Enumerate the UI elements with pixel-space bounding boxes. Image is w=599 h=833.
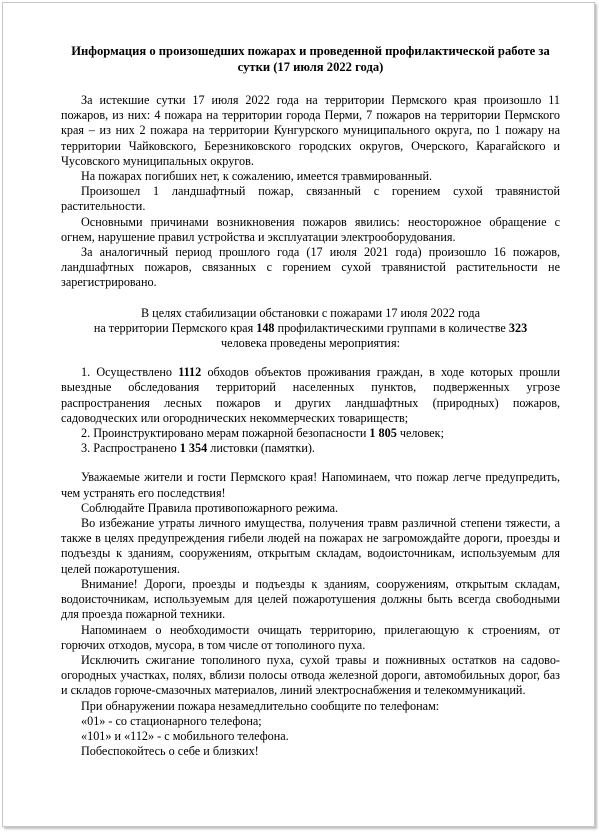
summary-paragraph: За истекшие сутки 17 июля 2022 года на территории Пермского края произошло 11 пожаров, из них: 4 пожара на территории города Перми, 7 пожаров на территории Пермского края – из них 2 пожара на территории Кунгурского муниципального округа, по 1 пожару на территории Чайковского, Березниковского городских округов, Очерского, Карагайского и Чусовского муниципальных округов. bbox=[61, 93, 560, 168]
measure-text: 3. Распространено bbox=[81, 441, 180, 456]
measure-item bbox=[61, 426, 560, 441]
prevention-heading bbox=[61, 306, 560, 352]
public-appeal bbox=[61, 470, 560, 759]
summary-paragraph: За аналогичный период прошлого года (17 июля 2021 года) произошло 16 пожаров, ландшафтных пожаров, связанных с горением сухой травянистой растительности не зарегистрировано. bbox=[61, 245, 560, 290]
visits-count: 1112 bbox=[178, 365, 202, 380]
incident-summary bbox=[61, 93, 560, 291]
summary-paragraph: Основными причинами возникновения пожаров явились: неосторожное обращение с огнем, нарушение правил устройства и эксплуатации электрооборудования. bbox=[61, 214, 560, 244]
measure-item bbox=[61, 441, 560, 456]
prevention-text: профилактическими группами в количестве bbox=[274, 320, 509, 335]
measure-text: 2. Проинструктировано мерам пожарной безопасности bbox=[81, 426, 370, 441]
appeal-paragraph: Исключить сжигание тополиного пуха, сухой травы и пожнивных остатков на садово-огородных участках, полях, вблизи полосы отвода железной дороги, автомобильных дорог, баз и складов горюче-смазочных материалов, линий электроснабжения и телекоммуникаций. bbox=[61, 652, 560, 698]
appeal-paragraph: Напоминаем о необходимости очищать территорию, прилегающую к строениям, от горючих отходов, мусора, в том числе от тополиного пуха. bbox=[61, 622, 560, 652]
closing-line: Побеспокойтесь о себе и близких! bbox=[81, 744, 259, 759]
spacer bbox=[61, 456, 560, 470]
spacer bbox=[61, 351, 560, 365]
appeal-paragraph: Соблюдайте Правила противопожарного режима. bbox=[81, 500, 339, 515]
leaflets-count: 1 354 bbox=[179, 441, 208, 456]
prevention-text: на территории Пермского края bbox=[93, 320, 257, 335]
summary-paragraph: На пожарах погибших нет, к сожалению, имеется травмированный. bbox=[81, 169, 433, 184]
spacer bbox=[61, 291, 560, 306]
measure-text: листовки (памятки). bbox=[207, 441, 315, 456]
measure-item bbox=[61, 365, 560, 426]
document-page bbox=[2, 2, 595, 827]
prevention-line bbox=[61, 321, 560, 336]
appeal-paragraph: Уважаемые жители и гости Пермского края! Напоминаем, что пожар легче предупредить, чем устранять его последствия! bbox=[61, 470, 560, 500]
prevention-line: человека проведены мероприятия: bbox=[221, 336, 400, 351]
groups-count: 148 bbox=[256, 320, 275, 335]
appeal-paragraph: При обнаружении пожара незамедлительно сообщите по телефонам: bbox=[81, 698, 440, 713]
measure-text: человек; bbox=[396, 426, 444, 441]
phone-line: «01» - со стационарного телефона; bbox=[81, 713, 262, 728]
people-count: 323 bbox=[508, 320, 528, 335]
measure-text: обходов объектов проживания граждан, в ходе которых прошли выездные обследования территорий населенных пунктов, подверженных угрозе распространения лесных пожаров и других ландшафтных (природных) пожаров, садоводческих или огороднических некоммерческих товариществ; bbox=[61, 365, 560, 425]
measures-list bbox=[61, 365, 560, 456]
summary-paragraph: Произошел 1 ландшафтный пожар, связанный с горением сухой травянистой растительности. bbox=[61, 184, 560, 214]
measure-text: 1. Осуществлено bbox=[81, 365, 179, 380]
phone-line: «101» и «112» - с мобильного телефона. bbox=[81, 728, 289, 743]
appeal-paragraph: Во избежание утраты личного имущества, получения травм различной степени тяжести, а также в целях предупреждения гибели людей на пожарах не загромождайте дороги, проезды и подъезды к зданиям, сооружениям, открытым складам, водоисточникам, используемым для целей пожаротушения. bbox=[61, 516, 560, 576]
appeal-paragraph: Внимание! Дороги, проезды и подъезды к зданиям, сооружениям, открытым складам, водоисточникам, используемым для целей пожаротушения должны быть всегда свободными для проезда пожарной техники. bbox=[61, 576, 560, 622]
document-body bbox=[61, 43, 560, 759]
instructed-count: 1 805 bbox=[369, 426, 397, 441]
document-title: Информация о произошедших пожарах и проведенной профилактической работе за сутки (17 июля 2022 года) bbox=[71, 44, 550, 74]
prevention-line: В целях стабилизации обстановки с пожарами 17 июля 2022 года bbox=[141, 305, 480, 320]
